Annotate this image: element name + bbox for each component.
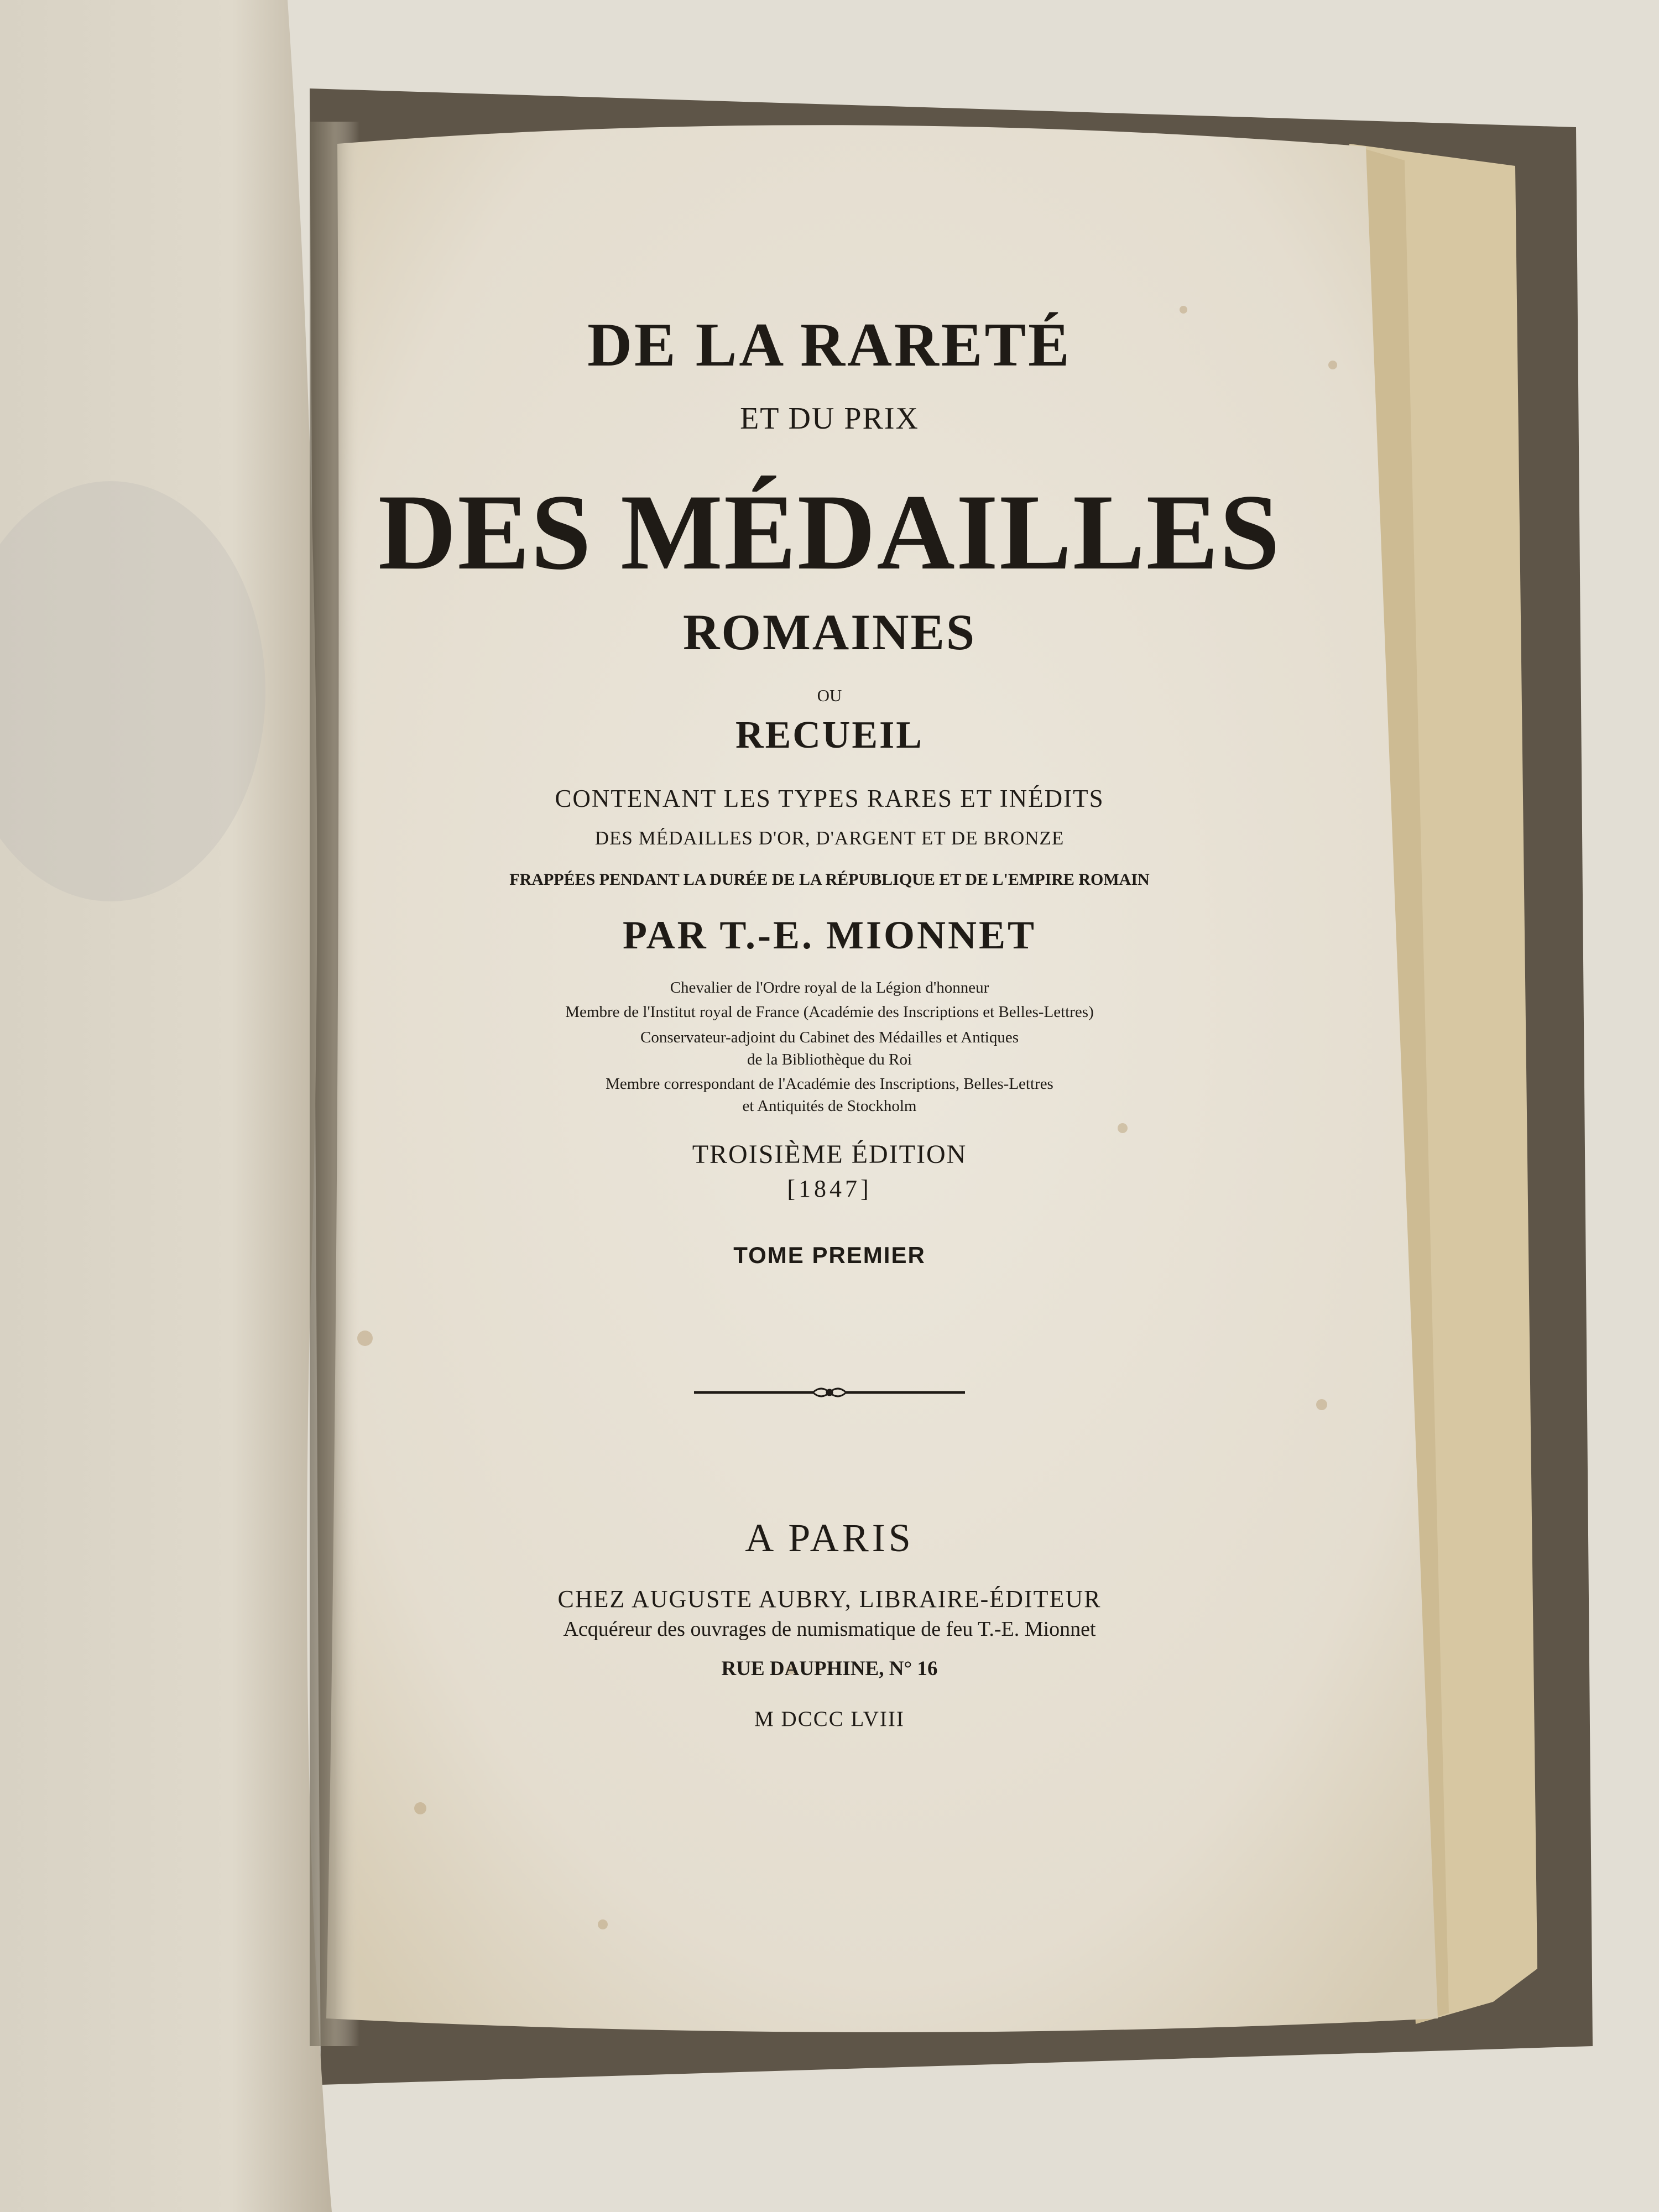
volume-line: TOME PREMIER xyxy=(733,1242,926,1268)
title-line-1: DE LA RARETÉ xyxy=(587,311,1072,379)
connector-text: ou xyxy=(817,680,842,707)
credential-line: Conservateur-adjoint du Cabinet des Médailles et Antiques xyxy=(640,1029,1019,1046)
edition-year: [1847] xyxy=(787,1175,872,1202)
credential-line: Chevalier de l'Ordre royal de la Légion d'honneur xyxy=(670,979,989,997)
date-line: M DCCC LVIII xyxy=(754,1707,905,1731)
subtitle-line-4: FRAPPÉES PENDANT LA DURÉE DE LA RÉPUBLIQUE ET DE L'EMPIRE ROMAIN xyxy=(509,870,1150,889)
publisher-note: Acquéreur des ouvrages de numismatique de feu T.-E. Mionnet xyxy=(563,1618,1096,1641)
title-line-2: ET DU PRIX xyxy=(740,401,919,436)
credential-line: Membre correspondant de l'Académie des Inscriptions, Belles-Lettres xyxy=(606,1075,1053,1093)
subtitle-line-1: RECUEIL xyxy=(735,714,924,757)
subtitle-line-3: DES MÉDAILLES D'OR, D'ARGENT ET DE BRONZE xyxy=(594,827,1065,849)
address-line: RUE DAUPHINE, N° 16 xyxy=(721,1657,938,1680)
title-line-3: DES MÉDAILLES xyxy=(378,472,1281,592)
credential-line: et Antiquités de Stockholm xyxy=(742,1097,917,1115)
credential-line: de la Bibliothèque du Roi xyxy=(747,1051,912,1068)
publisher-line: CHEZ AUGUSTE AUBRY, LIBRAIRE-ÉDITEUR xyxy=(557,1585,1102,1613)
author-line: PAR T.-E. MIONNET xyxy=(622,913,1037,957)
place-line: A PARIS xyxy=(745,1516,914,1560)
title-line-4: ROMAINES xyxy=(682,604,977,660)
edition-line: TROISIÈME ÉDITION xyxy=(692,1140,967,1169)
credential-line: Membre de l'Institut royal de France (Académie des Inscriptions et Belles-Lettres) xyxy=(565,1003,1094,1021)
subtitle-line-2: CONTENANT LES TYPES RARES ET INÉDITS xyxy=(555,785,1104,812)
